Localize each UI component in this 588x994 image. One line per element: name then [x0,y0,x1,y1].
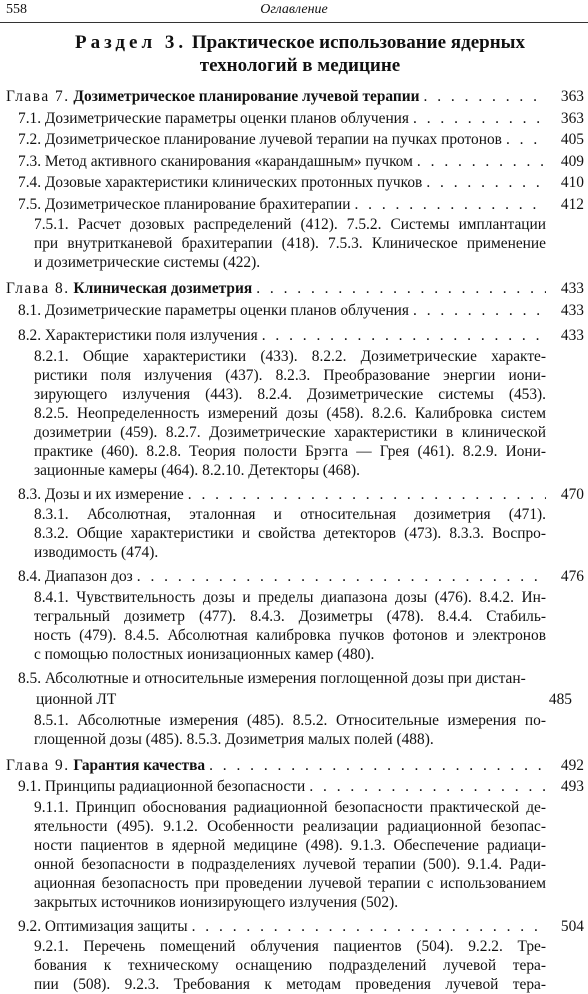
entry-label: 8.5. Абсолютные и относительные измерения поглощенной дозы при дистан- [18,669,526,687]
toc-entry[interactable] [0,484,588,506]
section-title [40,31,560,77]
entry-details [34,215,546,272]
leader-dots [354,194,546,216]
entry-label: 9.2. Оптимизация защиты [18,917,188,935]
detail-line: 8.3.2. Общие характеристики и свойства детекторов (473). 8.3.3. Воспро- [34,525,546,542]
leader-dots [262,325,546,347]
leader-dots [413,108,546,130]
detail-line: бования к техническому оснащению подразделений лучевой тера- [34,957,546,974]
detail-line: пии (508). 9.2.3. Требования к методам проведения лучевой тера- [34,976,546,993]
entry-label: 8.4. Диапазон доз [18,568,133,585]
chapter-title: Гарантия качества [73,756,206,774]
toc-entry[interactable] [0,916,588,938]
detail-line: ность (479). 8.4.5. Абсолютная калибровка пучков фотонов и электронов [34,626,546,644]
detail-line: тегральный дозиметр (477). 8.4.3. Дозиметры (478). 8.4.4. Стабиль- [34,607,546,625]
page-number: 558 [6,2,27,17]
page-ref: 433 [560,327,584,344]
toc-entry[interactable] [0,108,588,130]
page-ref: 363 [560,109,584,127]
detail-line: с помощью полостных ионизационных камер (480). [34,645,375,663]
entry-details [34,937,546,994]
page-ref: 492 [560,756,584,774]
chapter-label: Глава 9. [6,756,70,774]
toc-entry[interactable] [0,172,588,194]
detail-line: онной безопасности в подразделениях лучевой терапии (500). 9.1.4. Ради- [34,855,546,873]
entry-details [34,505,546,562]
entry-details [34,798,546,912]
detail-line: зационные камеры (464). 8.2.10. Детекторы (468). [34,461,360,479]
toc-entry[interactable] [0,151,588,173]
detail-line: глощенной дозы (485). 8.5.3. Дозиметрия малых полей (488). [34,730,434,748]
leader-dots [137,566,546,588]
toc-entry[interactable] [0,129,588,151]
detail-line: 8.2.1. Общие характеристики (433). 8.2.2. Дозиметрические характе- [34,347,546,365]
chapter-label: Глава 8. [6,280,70,297]
section-title-line1: Практическое использование ядерных [191,32,525,53]
entry-label: 8.1. Дозиметрические параметры оценки планов облучения [18,301,409,319]
chapter-title: Дозиметрическое планирование лучевой терапии [73,88,420,105]
detail-line: 8.2.5. Неопределенность измерений дозы (458). 8.2.6. Калибровка систем [34,404,546,422]
detail-line: ятельности (495). 9.1.2. Особенности реализации радиационной безопас- [34,817,546,835]
detail-line: 8.4.1. Чувствительность дозы и пределы диапазона дозы (476). 8.4.2. Ин- [34,588,546,606]
entry-label: 9.1. Принципы радиационной безопасности [18,778,306,795]
toc-entry[interactable] [0,325,588,347]
entry-details [34,711,546,749]
chapter-label: Глава 7. [6,88,70,105]
entry-label: 7.2. Дозиметрическое планирование лучевой терапии на пучках протонов [18,131,502,148]
leader-dots [188,484,546,506]
detail-line: 7.5.1. Расчет дозовых распределений (412). 7.5.2. Системы имплантации [34,216,546,233]
toc-chapter[interactable] [0,755,588,777]
page-ref: 409 [560,152,584,170]
chapter-title: Клиническая дозиметрия [73,280,253,297]
page-ref: 433 [560,301,584,319]
leader-dots [309,776,546,798]
leader-dots [209,755,546,777]
entry-details [34,588,546,664]
running-header [0,0,588,23]
entry-label-continued: ционной ЛТ [36,691,117,708]
detail-line: дозиметрии (459). 8.2.7. Дозиметрические характеристики в клинической [34,423,546,441]
toc-entry[interactable] [0,668,588,711]
detail-line: практике (460). 8.2.8. Теория полости Брэгга — Грея (461). 8.2.9. Иони- [34,442,546,460]
page-ref: 485 [548,691,572,708]
leader-dots [506,129,546,151]
toc-entry[interactable] [0,300,588,322]
detail-line: 8.5.1. Абсолютные измерения (485). 8.5.2. Относительные измерения по- [34,711,546,729]
entry-label: 8.3. Дозы и их измерение [18,485,184,503]
leader-dots [426,172,546,194]
leader-dots [413,300,546,322]
section-prefix: Раздел 3. [75,32,188,53]
detail-line: зирующего излучения (443). 8.2.4. Дозиметрические системы (453). [34,385,546,403]
page-ref: 433 [560,280,584,297]
leader-dots [256,278,546,300]
detail-line: 8.3.1. Абсолютная, эталонная и относительная дозиметрия (471). [34,506,546,523]
leader-dots [192,916,546,938]
running-title: Оглавление [260,2,328,17]
detail-line: изводимость (474). [34,544,159,561]
table-of-contents [0,84,588,994]
page-ref: 363 [560,88,584,105]
detail-line: ационная безопасность при проведении лучевой терапии с использованием [34,874,546,892]
toc-entry[interactable] [0,776,588,798]
entry-label: 8.2. Характеристики поля излучения [18,327,258,344]
detail-line: ности пациентов в ядерной медицине (498). 9.1.3. Обеспечение радиаци- [34,836,546,854]
detail-line: ристики поля излучения (437). 8.2.3. Преобразование энергии иони- [34,366,546,384]
section-title-line2: технологий в медицине [199,55,401,76]
detail-line: 9.1.1. Принцип обоснования радиационной безопасности практической де- [34,798,546,816]
entry-label: 7.1. Дозиметрические параметры оценки планов облучения [18,109,409,127]
toc-entry[interactable] [0,194,588,216]
page-ref: 410 [560,174,584,191]
leader-dots [424,86,546,108]
page-ref: 476 [560,568,584,585]
toc-entry[interactable] [0,566,588,588]
toc-chapter[interactable] [0,278,588,300]
page-ref: 470 [560,485,584,503]
page-ref: 412 [560,195,584,213]
detail-line: при внутритканевой брахитерапии (418). 7.5.3. Клиническое применение [34,235,546,252]
detail-line: 9.2.1. Перечень помещений облучения пациентов (504). 9.2.2. Тре- [34,938,546,955]
toc-chapter[interactable] [0,86,588,108]
leader-dots [417,151,546,173]
detail-line: закрытых источников ионизирующего излучения (502). [34,893,399,911]
entry-details [34,347,546,480]
detail-line: и дозиметрические системы (422). [34,254,261,271]
page-ref: 504 [560,917,584,935]
entry-label: 7.3. Метод активного сканирования «карандашным» пучком [18,152,413,170]
page-ref: 493 [560,778,584,795]
page-ref: 405 [560,131,584,148]
entry-label: 7.5. Дозиметрическое планирование брахитерапии [18,195,351,213]
entry-label: 7.4. Дозовые характеристики клинических протонных пучков [18,174,423,191]
